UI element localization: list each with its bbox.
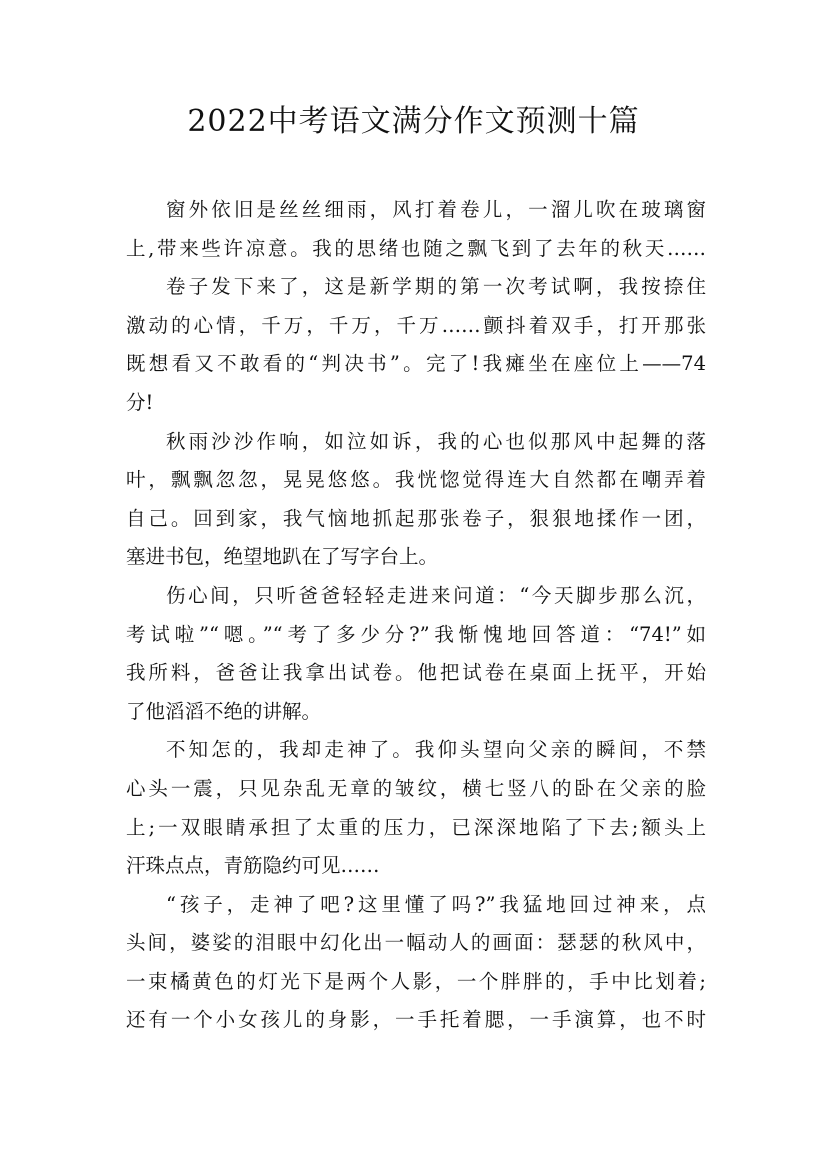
text-line: 上;一双眼睛承担了太重的压力，已深深地陷了下去;额头上 bbox=[126, 815, 706, 839]
text-line: 秋雨沙沙作响，如泣如诉，我的心也似那风中起舞的落 bbox=[166, 429, 706, 453]
text-line: 考试啦”“嗯。”“考了多少分?”我惭愧地回答道：“74!”如 bbox=[126, 622, 706, 646]
text-line: 一束橘黄色的灯光下是两个人影，一个胖胖的，手中比划着; bbox=[126, 969, 706, 993]
text-line: 塞进书包，绝望地趴在了写字台上。 bbox=[126, 545, 439, 569]
text-line: 窗外依旧是丝丝细雨，风打着卷儿，一溜儿吹在玻璃窗 bbox=[166, 198, 706, 221]
text-line: 了他滔滔不绝的讲解。 bbox=[126, 699, 322, 723]
text-line: “孩子，走神了吧?这里懂了吗?”我猛地回过神来，点 bbox=[166, 892, 706, 916]
document-title: 2022中考语文满分作文预测十篇 bbox=[187, 104, 640, 139]
text-line: 既想看又不敢看的“判决书”。完了!我瘫坐在座位上——74 bbox=[126, 352, 706, 376]
text-line: 自己。回到家，我气恼地抓起那张卷子，狠狠地揉作一团， bbox=[126, 506, 706, 530]
text-line: 伤心间，只听爸爸轻轻走进来问道：“今天脚步那么沉， bbox=[166, 583, 706, 607]
text-line: 头间，婆娑的泪眼中幻化出一幅动人的画面：瑟瑟的秋风中， bbox=[126, 931, 706, 955]
text-line: 叶，飘飘忽忽，晃晃悠悠。我恍惚觉得连大自然都在嘲弄着 bbox=[126, 468, 706, 492]
text-line: 上,带来些许凉意。我的思绪也随之飘飞到了去年的秋天…… bbox=[126, 236, 706, 260]
text-line: 激动的心情，千万，千万，千万……颤抖着双手，打开那张 bbox=[126, 313, 706, 337]
text-line: 汗珠点点，青筋隐约可见…… bbox=[126, 854, 380, 878]
text-line: 不知怎的，我却走神了。我仰头望向父亲的瞬间，不禁 bbox=[166, 738, 706, 762]
text-line: 还有一个小女孩儿的身影，一手托着腮，一手演算，也不时 bbox=[126, 1008, 706, 1032]
document-body bbox=[126, 191, 706, 1040]
text-line: 我所料，爸爸让我拿出试卷。他把试卷在桌面上抚平，开始 bbox=[126, 661, 706, 685]
text-line: 心头一震，只见杂乱无章的皱纹，横七竖八的卧在父亲的脸 bbox=[126, 776, 706, 800]
text-line: 分! bbox=[126, 390, 154, 414]
text-line: 卷子发下来了，这是新学期的第一次考试啊，我按捺住 bbox=[166, 275, 706, 299]
